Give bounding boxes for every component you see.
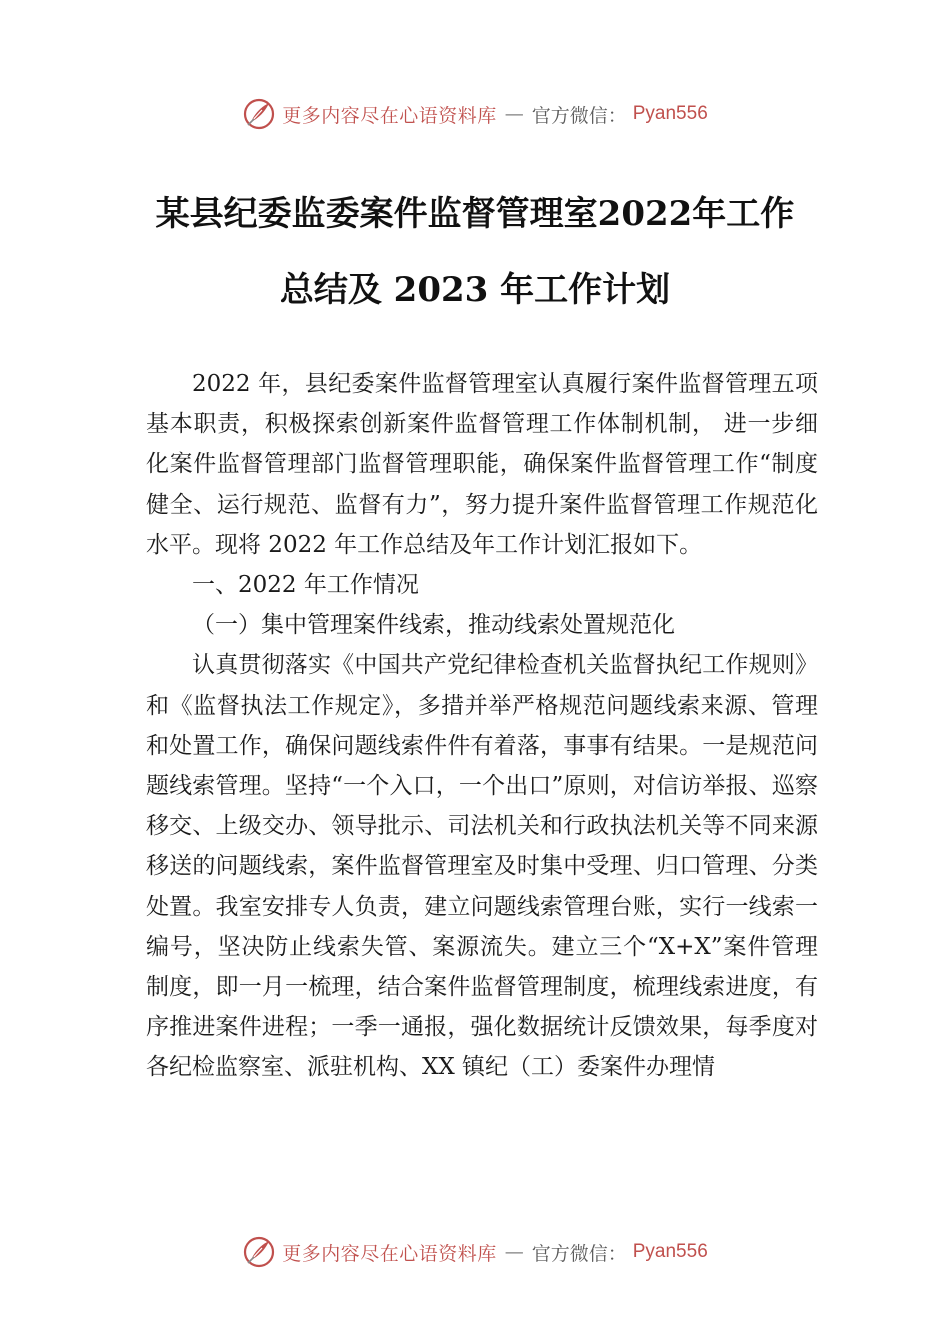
document-title-line-1: 某县纪委监委案件监督管理室2022年工作 <box>155 194 795 234</box>
header-watermark <box>0 94 950 134</box>
watermark-wechat-label: 官方微信： <box>531 104 627 127</box>
section-heading-1: 一、2022 年工作情况 <box>192 572 419 599</box>
watermark-brand-text: 更多内容尽在心语资料库 <box>282 1242 497 1265</box>
body-paragraph-clue-management: 认真贯彻落实《中国共产党纪律检查机关监督执纪工作规则》和《监督执法工作规定》，多措并举严格规范问题线索来源、管理和处置工作，确保问题线索件件有着落，事事有结果。一是规范问题线索管理。坚持“一个入口，一个出口”原则，对信访举报、巡察移交、上级交办、领导批示、司法机关和行政执法机关等不同来源移送的问题线索，案件监督管理室及时集中受理、归口管理、分类处置。我室安排专人负责，建立问题线索管理台账，实行一线索一编号，坚决防止线索失管、案源流失。建立三个“X+X”案件管理制度，即一月一梳理，结合案件监督管理制度，梳理线索进度，有序推进案件进程；一季一通报，强化数据统计反馈效果，每季度对各纪检监察室、派驻机构、XX 镇纪（工）委案件办理情 <box>146 652 818 1081</box>
watermark-wechat-id: Pyan556 <box>632 103 708 124</box>
watermark-wechat-id: Pyan556 <box>632 1241 708 1262</box>
subsection-heading-1: （一）集中管理案件线索，推动线索处置规范化 <box>192 612 675 639</box>
footer-watermark <box>0 1232 950 1272</box>
watermark-wechat-label: 官方微信： <box>531 1242 627 1265</box>
document-title-line-2: 总结及 2023 年工作计划 <box>279 270 671 310</box>
quill-pen-logo-icon <box>242 1235 276 1269</box>
body-paragraph-intro: 2022 年，县纪委案件监督管理室认真履行案件监督管理五项基本职责，积极探索创新案件监督管理工作体制机制， 进一步细化案件监督管理部门监督管理职能，确保案件监督管理工作“制度健全、运行规范、监督有力”，努力提升案件监督管理工作规范化水平。现将 2022 年工作总结及年工作计划汇报如下。 <box>146 371 818 558</box>
watermark-separator: — <box>504 103 524 125</box>
quill-pen-logo-icon <box>242 97 276 131</box>
watermark-separator: — <box>504 1241 524 1263</box>
document-body <box>146 364 818 1088</box>
watermark-brand-text: 更多内容尽在心语资料库 <box>282 104 497 127</box>
